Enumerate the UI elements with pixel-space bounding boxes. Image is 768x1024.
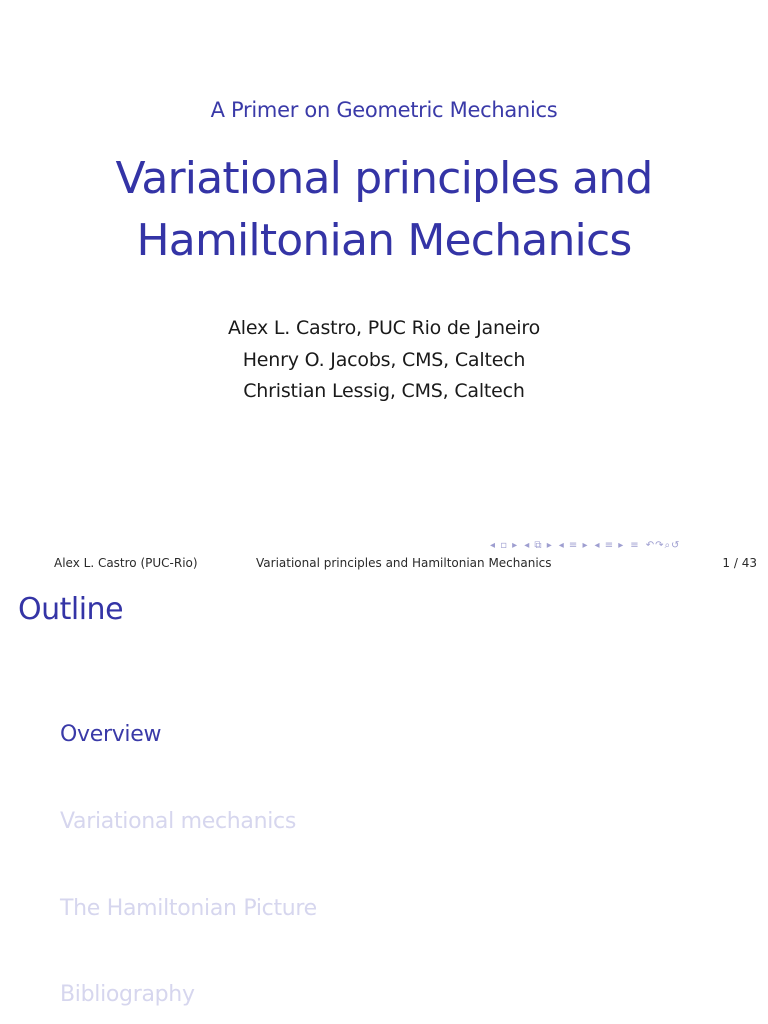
author-2: Henry O. Jacobs, CMS, Caltech (242, 348, 526, 371)
outline-item-variational-mechanics[interactable]: Variational mechanics (60, 809, 296, 834)
outline-heading: Outline (18, 592, 124, 627)
footer-title: Variational principles and Hamiltonian Mechanics (256, 556, 552, 570)
nav-doc-icon[interactable]: ◂ ≡ ▸ (594, 539, 625, 551)
nav-toc-icon[interactable]: ≡ (630, 539, 640, 551)
outline-item-hamiltonian-picture[interactable]: The Hamiltonian Picture (60, 896, 317, 921)
author-1: Alex L. Castro, PUC Rio de Janeiro (227, 317, 541, 339)
title-line-2: Hamiltonian Mechanics (136, 215, 632, 266)
beamer-navigation (490, 537, 762, 553)
author-3: Christian Lessig, CMS, Caltech (243, 380, 525, 402)
title-line-1: Variational principles and (115, 153, 653, 204)
footer-page-number: 1 / 43 (722, 556, 757, 570)
nav-search-icon[interactable]: ↶↷⌕↺ (645, 539, 681, 551)
footer-author: Alex L. Castro (PUC-Rio) (54, 556, 198, 570)
nav-frame-prev-icon[interactable]: ◂ ▫ ▸ (490, 539, 519, 551)
nav-subsection-icon[interactable]: ◂ ⧉ ▸ (524, 539, 553, 551)
presentation-subtitle: A Primer on Geometric Mechanics (210, 98, 558, 122)
outline-slide (0, 576, 768, 1024)
author-list (0, 313, 768, 408)
outline-item-bibliography[interactable]: Bibliography (60, 982, 195, 1007)
outline-item-overview[interactable]: Overview (60, 722, 162, 747)
nav-section-icon[interactable]: ◂ ≡ ▸ (558, 539, 589, 551)
slide-footer (0, 556, 768, 574)
presentation-title (0, 148, 768, 272)
